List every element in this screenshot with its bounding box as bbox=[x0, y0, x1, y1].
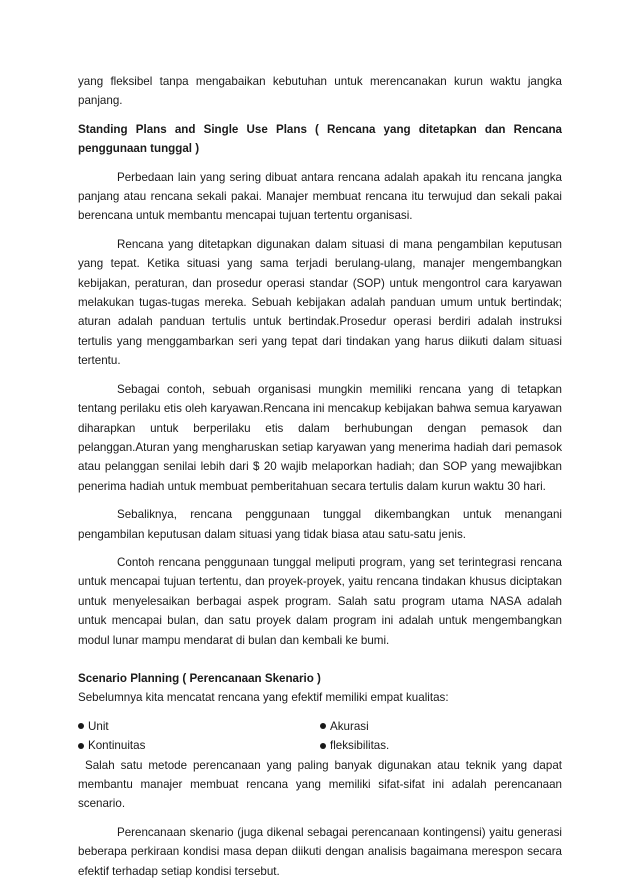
bullet-icon bbox=[320, 723, 326, 729]
paragraph: Salah satu metode perencanaan yang paling banyak digunakan atau teknik yang dapat membantu manajer membuat rencana yang memiliki sifat-sifat ini adalah perencanaan scenario. bbox=[78, 758, 562, 811]
paragraph: Rencana yang ditetapkan digunakan dalam situasi di mana pengambilan keputusan yang tepat. Ketika situasi yang sama terjadi berulang-ulang, manajer mengembangkan kebijakan, peraturan, dan prosedur operasi standar (SOP) untuk mengontrol cara karyawan melakukan tugas-tugas mereka. Sebuah kebijakan adalah panduan umum untuk bertindak; aturan adalah panduan tertulis untuk bertindak.Prosedur operasi berdiri adalah instruksi tertulis yang menggambarkan seri yang tepat dari tindakan yang harus diikuti dalam situasi tertentu. bbox=[78, 237, 562, 368]
bullet-icon bbox=[320, 743, 326, 749]
section-heading-scenario-planning: Scenario Planning ( Perencanaan Skenario ) bbox=[78, 671, 321, 685]
bullet-icon bbox=[78, 743, 84, 749]
bullet-item: fleksibilitas. bbox=[320, 736, 562, 755]
bullet-item: Unit bbox=[78, 717, 320, 736]
intro-paragraph: yang fleksibel tanpa mengabaikan kebutuhan untuk merencanakan kurun waktu jangka panjang. bbox=[78, 75, 562, 108]
paragraph: Perencanaan skenario (juga dikenal sebagai perencanaan kontingensi) yaitu generasi beberapa perkiraan kondisi masa depan diikuti dengan analisis bagaimana merespon secara efektif terhadap setiap kondisi tersebut. bbox=[78, 825, 562, 878]
paragraph: Sebagai contoh, sebuah organisasi mungkin memiliki rencana yang di tetapkan tentang perilaku etis oleh karyawan.Rencana ini mencakup kebijakan bahwa semua karyawan diharapkan untuk berperilaku etis dalam berhubungan dengan pemasok dan pelanggan.Aturan yang mengharuskan setiap karyawan yang menerima hadiah dari pemasok atau pelanggan senilai lebih dari $ 20 wajib melaporkan hadiah; dan SOP yang mewajibkan penerima hadiah untuk membuat pemberitahuan secara tertulis dalam kurun waktu 30 hari. bbox=[78, 382, 562, 493]
paragraph: Sebaliknya, rencana penggunaan tunggal dikembangkan untuk menangani pengambilan keputusan dalam situasi yang tidak biasa atau satu-satu jenis. bbox=[78, 508, 562, 541]
bullet-item: Kontinuitas bbox=[78, 736, 320, 755]
bullet-list bbox=[78, 717, 562, 756]
paragraph: Sebelumnya kita mencatat rencana yang efektif memiliki empat kualitas: bbox=[78, 691, 449, 705]
bullet-item: Akurasi bbox=[320, 717, 562, 736]
bullet-icon bbox=[78, 723, 84, 729]
paragraph: Contoh rencana penggunaan tunggal meliputi program, yang set terintegrasi rencana untuk mencapai tujuan tertentu, dan proyek-proyek, yaitu rencana tindakan khusus diciptakan untuk menyelesaikan berbagai aspek program. Salah satu program utama NASA adalah untuk mencapai bulan, dan satu proyek dalam program ini adalah untuk mengembangkan modul lunar mampu mendarat di bulan dan kembali ke bumi. bbox=[78, 555, 562, 647]
section-heading-standing-plans: Standing Plans and Single Use Plans ( Rencana yang ditetapkan dan Rencana penggunaan tunggal ) bbox=[78, 122, 562, 156]
paragraph: Perbedaan lain yang sering dibuat antara rencana adalah apakah itu rencana jangka panjang atau rencana sekali pakai. Manajer membuat rencana itu terwujud dan sekali pakai berencana untuk membantu mencapai tujuan tertentu organisasi. bbox=[78, 170, 562, 223]
